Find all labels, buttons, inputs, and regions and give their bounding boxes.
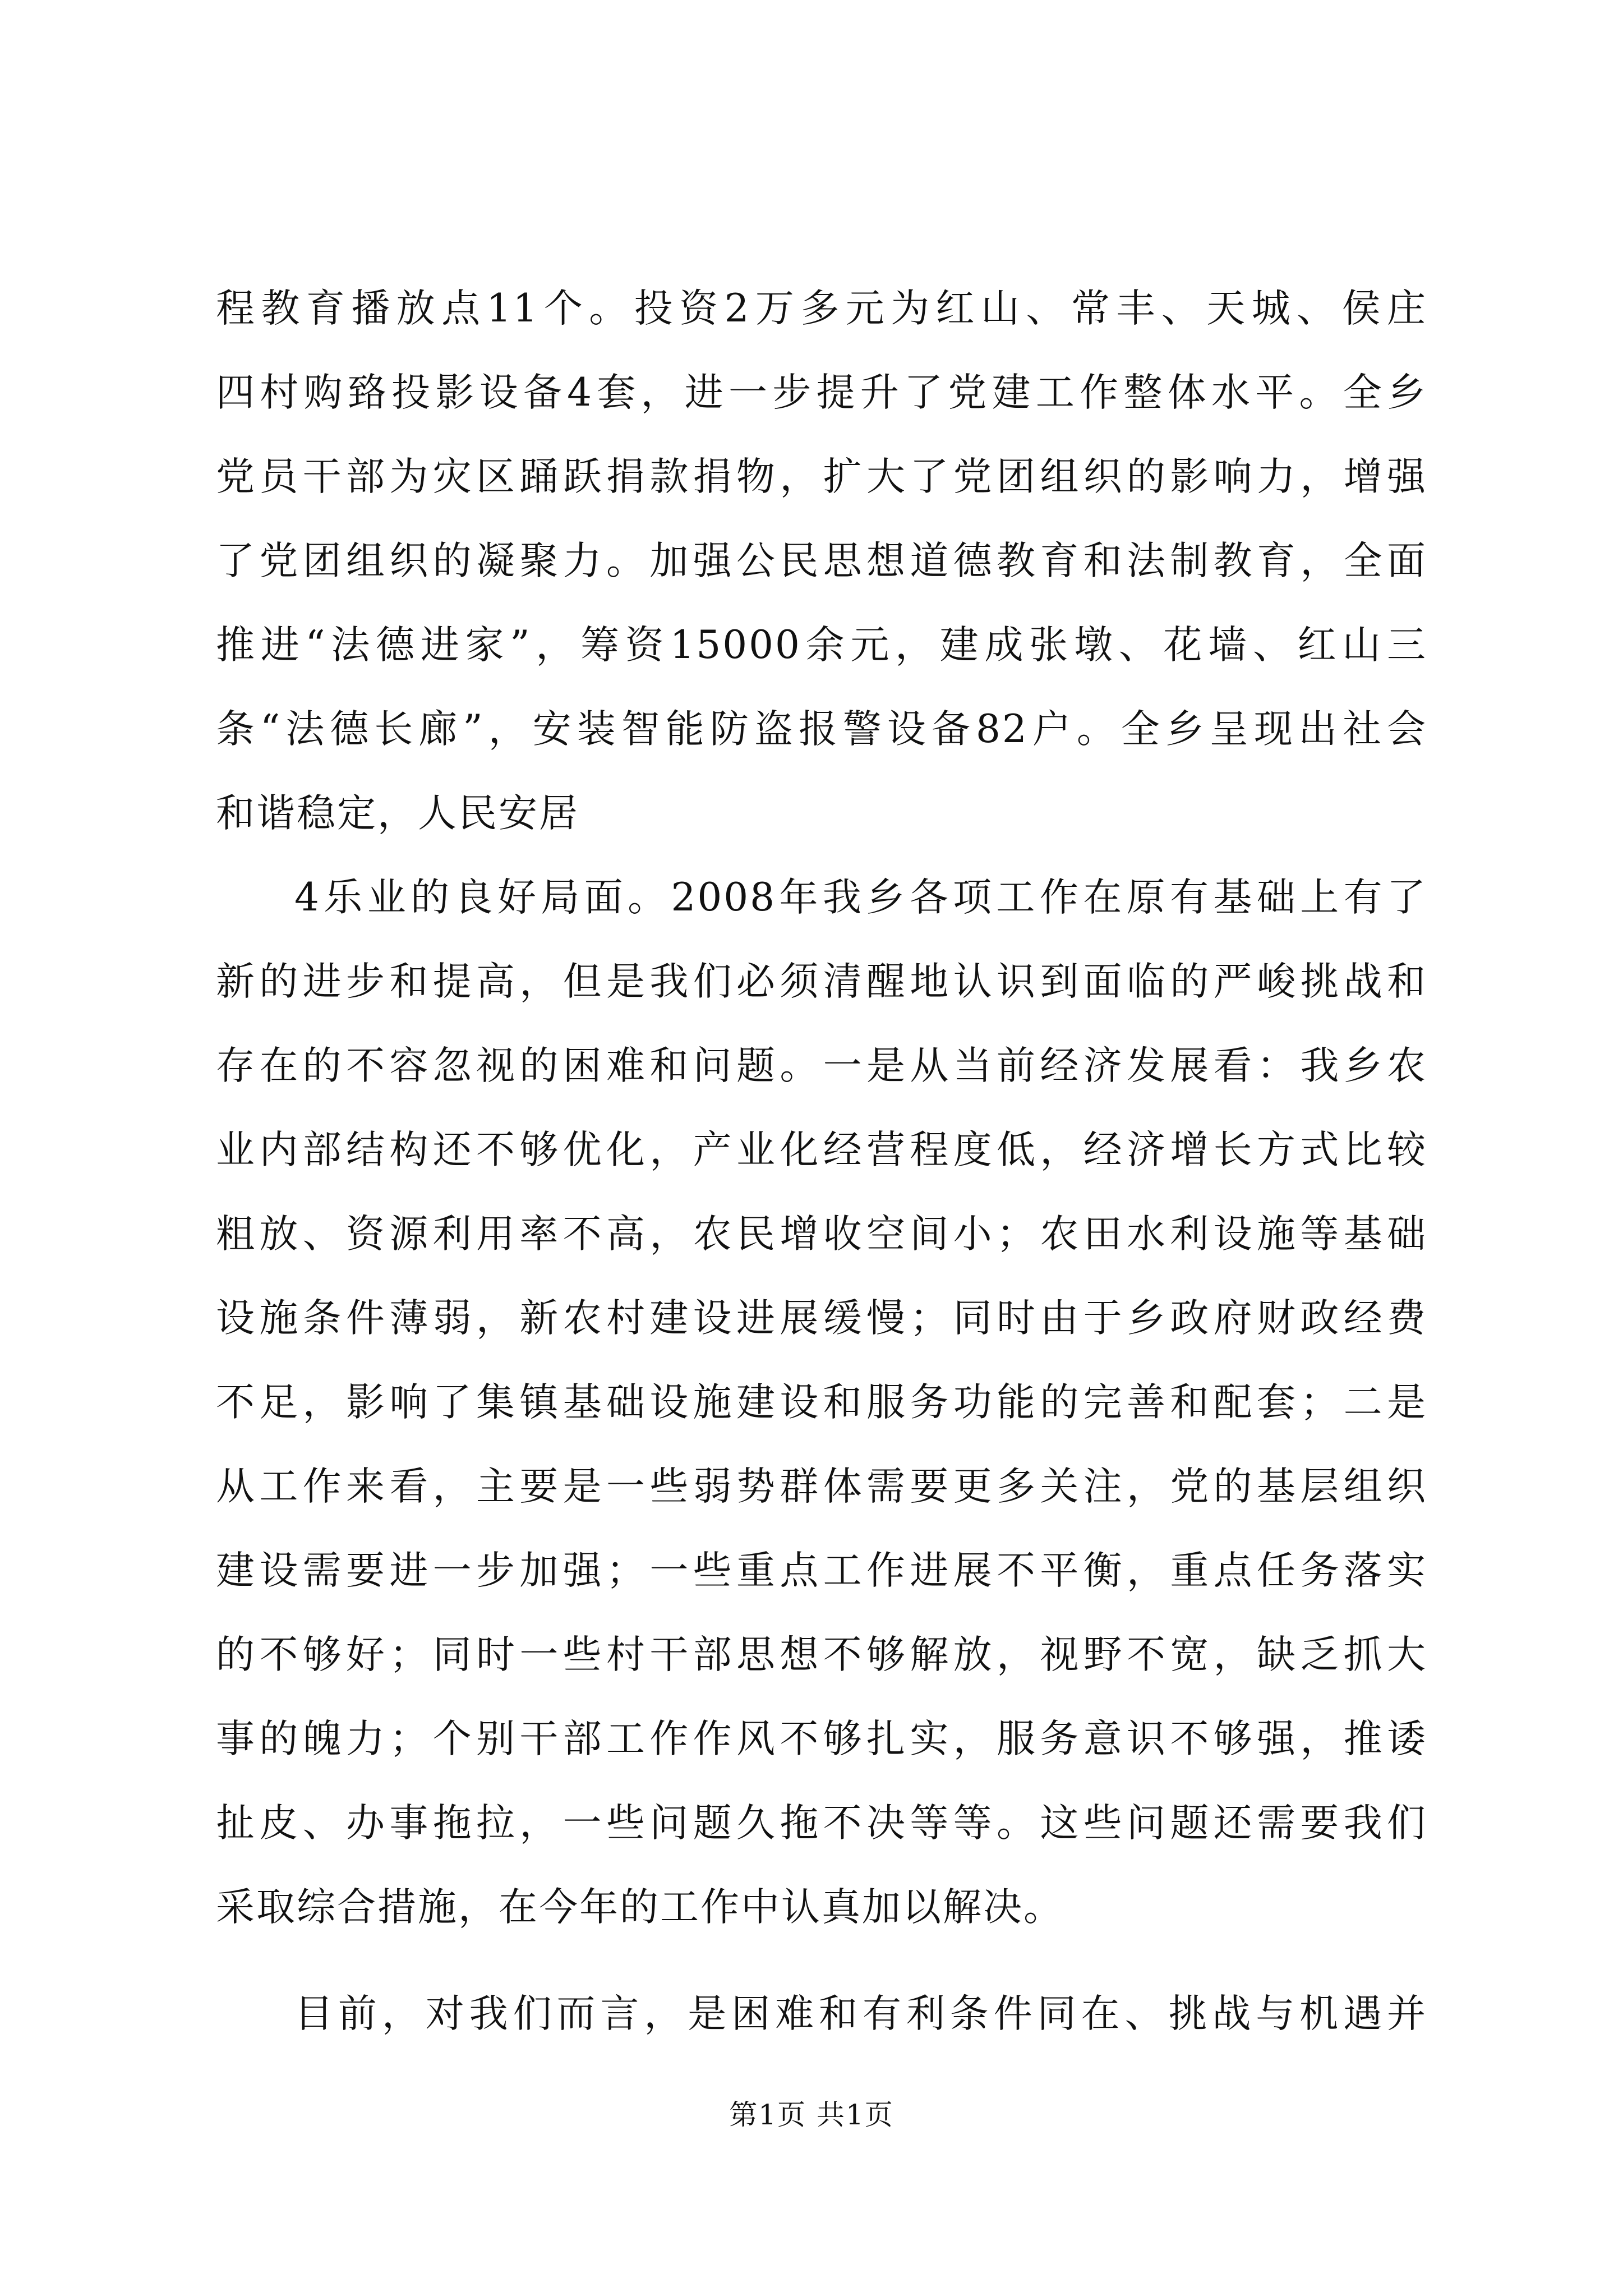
text-line: 粗放、资源利用率不高，农民增收空间小；农田水利设施等基础: [216, 1212, 1427, 1257]
text-line: 不足，影响了集镇基础设施建设和服务功能的完善和配套；二是: [216, 1380, 1427, 1425]
text-line: 存在的不容忽视的困难和问题。一是从当前经济发展看：我乡农: [216, 1043, 1427, 1088]
text-line: 条“法德长廊”，安装智能防盗报警设备82户。全乡呈现出社会: [216, 707, 1427, 752]
text-line: 采取综合措施，在今年的工作中认真加以解决。: [216, 1885, 1064, 1930]
text-line: 扯皮、办事拖拉，一些问题久拖不决等等。这些问题还需要我们: [216, 1801, 1427, 1846]
text-line: 设施条件薄弱，新农村建设进展缓慢；同时由于乡政府财政经费: [216, 1296, 1427, 1341]
text-line: 的不够好；同时一些村干部思想不够解放，视野不宽，缺乏抓大: [216, 1632, 1427, 1677]
text-line: 和谐稳定，人民安居: [216, 791, 579, 836]
text-line: 了党团组织的凝聚力。加强公民思想道德教育和法制教育，全面: [216, 539, 1427, 583]
text-line: 四村购臵投影设备4套，进一步提升了党建工作整体水平。全乡: [216, 370, 1427, 415]
text-line: 新的进步和提高，但是我们必须清醒地认识到面临的严峻挑战和: [216, 959, 1427, 1004]
text-line: 业内部结构还不够优化，产业化经营程度低，经济增长方式比较: [216, 1128, 1427, 1172]
paragraph-first-line: 4乐业的良好局面。2008年我乡各项工作在原有基础上有了: [294, 875, 1427, 920]
text-line: 建设需要进一步加强；一些重点工作进展不平衡，重点任务落实: [216, 1548, 1427, 1593]
text-line: 从工作来看，主要是一些弱势群体需要更多关注，党的基层组织: [216, 1464, 1427, 1509]
page-number-label: 第1页 共1页: [729, 2099, 894, 2131]
text-line: 推进“法德进家”，筹资15000余元，建成张墩、花墙、红山三: [216, 623, 1427, 668]
paragraph-first-line: 目前，对我们而言，是困难和有利条件同在、挑战与机遇并: [294, 1991, 1427, 2036]
text-line: 程教育播放点11个。投资2万多元为红山、常丰、天城、侯庄: [216, 286, 1427, 331]
body-text: [216, 266, 1427, 2056]
text-line: 事的魄力；个别干部工作作风不够扎实，服务意识不够强，推诿: [216, 1717, 1427, 1761]
page-footer: [0, 2095, 1623, 2134]
text-line: 党员干部为灾区踊跃捐款捐物，扩大了党团组织的影响力，增强: [216, 454, 1427, 499]
